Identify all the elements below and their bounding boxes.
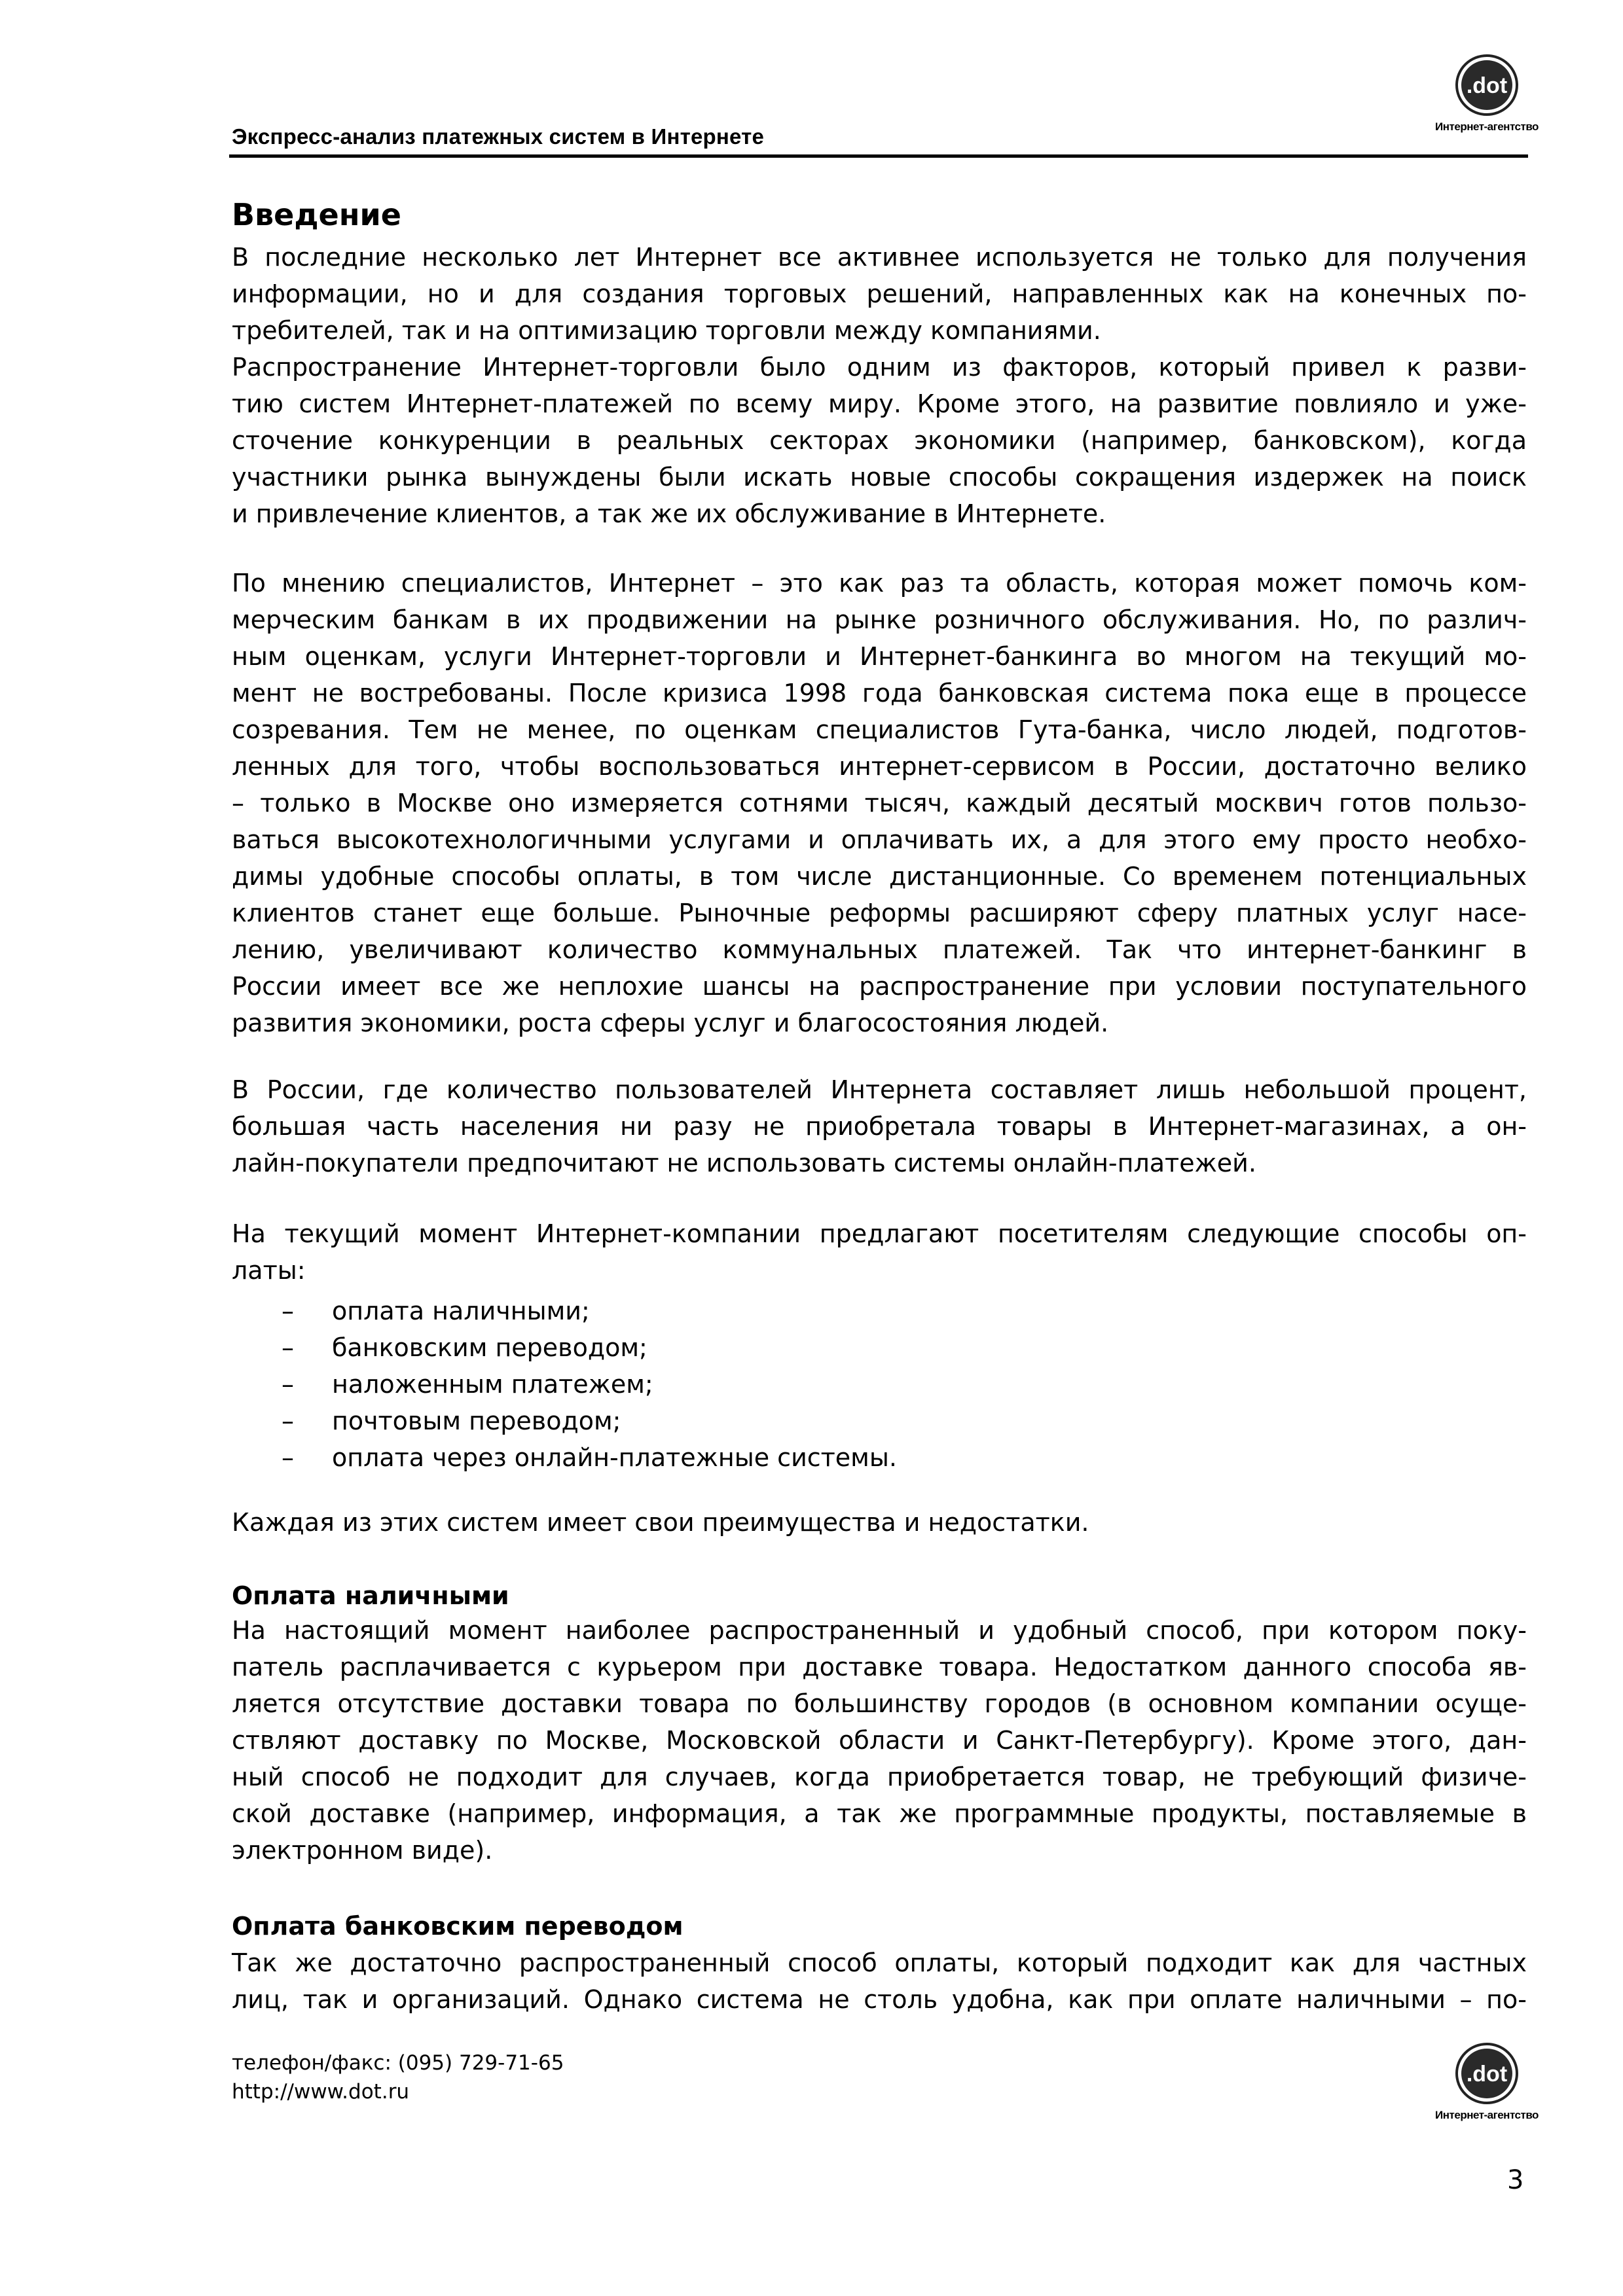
subsection-heading: Оплата банковским переводом	[232, 1912, 684, 1941]
paragraph-line: ный способ не подходит для случаев, когда приобретается товар, не требующий физиче-	[232, 1763, 1527, 1791]
paragraph-line: В последние несколько лет Интернет все активнее используется не только для получения	[232, 243, 1527, 272]
paragraph-line: сточение конкуренции в реальных секторах экономики (например, банковском), когда	[232, 426, 1527, 455]
paragraph-line: латы:	[232, 1256, 306, 1285]
paragraph-line: информации, но и для создания торговых решений, направленных как на конечных по-	[232, 279, 1527, 308]
paragraph	[232, 1612, 1527, 1869]
logo-text: .dot	[1466, 2062, 1508, 2087]
dash-bullet-icon: –	[282, 1370, 294, 1399]
paragraph-line: Каждая из этих систем имеет свои преимущества и недостатки.	[232, 1508, 1089, 1537]
paragraph-line: патель расплачивается с курьером при доставке товара. Недостатком данного способа яв-	[232, 1653, 1527, 1681]
paragraph-line: ской доставке (например, информация, а так же программные продукты, поставляемые в	[232, 1799, 1527, 1828]
paragraph-line: На настоящий момент наиболее распространенный и удобный способ, при котором поку-	[232, 1616, 1527, 1645]
paragraph-line: России имеет все же неплохие шансы на распространение при условии поступательного	[232, 972, 1527, 1001]
paragraph-line: ленных для того, чтобы воспользоваться интернет-сервисом в России, достаточно велико	[232, 752, 1527, 781]
paragraph	[232, 239, 1527, 349]
paragraph-line: ным оценкам, услуги Интернет-торговли и Интернет-банкинга во многом на текущий мо-	[232, 642, 1527, 671]
paragraph-line: На текущий момент Интернет-компании предлагают посетителям следующие способы оп-	[232, 1219, 1527, 1248]
paragraph-line: В России, где количество пользователей Интернета составляет лишь небольшой процент,	[232, 1075, 1527, 1104]
paragraph-line: участники рынка вынуждены были искать новые способы сокращения издержек на поиск	[232, 463, 1527, 492]
paragraph	[232, 1945, 1527, 2018]
paragraph-line: димы удобные способы оплаты, в том числе дистанционные. Со временем потенциальных	[232, 862, 1527, 891]
list-item	[232, 1439, 1527, 1476]
list-item	[232, 1293, 1527, 1329]
dash-bullet-icon: –	[282, 1443, 294, 1472]
paragraph	[232, 1215, 1527, 1289]
paragraph-line: лайн-покупатели предпочитают не использовать системы онлайн-платежей.	[232, 1149, 1256, 1177]
paragraph-line: электронном виде).	[232, 1836, 493, 1865]
header-divider	[229, 154, 1528, 158]
paragraph	[232, 1504, 1527, 1541]
paragraph-line: Распространение Интернет-торговли было одним из факторов, который привел к разви-	[232, 353, 1527, 382]
paragraph-line: Так же достаточно распространенный способ оплаты, который подходит как для частных	[232, 1948, 1527, 1977]
list-item	[232, 1403, 1527, 1439]
paragraph-line: ствляют доставку по Москве, Московской области и Санкт-Петербургу). Кроме этого, дан-	[232, 1726, 1527, 1755]
footer-phone: телефон/факс: (095) 729-71-65	[232, 2051, 564, 2075]
dot-logo-icon	[1454, 54, 1520, 117]
paragraph-line: По мнению специалистов, Интернет – это как раз та область, которая может помочь ком-	[232, 569, 1527, 598]
paragraph-line: клиентов станет еще больше. Рыночные реформы расширяют сферу платных услуг насе-	[232, 899, 1527, 927]
dot-logo-top	[1434, 54, 1539, 134]
dash-bullet-icon: –	[282, 1407, 294, 1435]
paragraph-line: и привлечение клиентов, а так же их обслуживание в Интернете.	[232, 499, 1106, 528]
logo-caption: Интернет-агентство	[1435, 2109, 1539, 2121]
paragraph-line: созревания. Тем не менее, по оценкам специалистов Гута-банка, число людей, подготов-	[232, 715, 1527, 744]
paragraph-line: – только в Москве оно измеряется сотнями тысяч, каждый десятый москвич готов пользо-	[232, 789, 1527, 817]
list-item	[232, 1366, 1527, 1403]
list-item-text: почтовым переводом;	[332, 1407, 621, 1435]
paragraph-line: лению, увеличивают количество коммунальных платежей. Так что интернет-банкинг в	[232, 935, 1527, 964]
list-item-text: банковским переводом;	[332, 1333, 647, 1362]
list-item	[232, 1329, 1527, 1366]
paragraph-line: развития экономики, роста сферы услуг и благосостояния людей.	[232, 1009, 1109, 1037]
document-header-title: Экспресс-анализ платежных систем в Интернете	[232, 124, 765, 149]
paragraph-line: большая часть населения ни разу не приобретала товары в Интернет-магазинах, а он-	[232, 1112, 1527, 1141]
paragraph-line: ваться высокотехнологичными услугами и оплачивать их, а для этого ему просто необхо-	[232, 825, 1527, 854]
logo-text: .dot	[1466, 73, 1508, 98]
dash-bullet-icon: –	[282, 1297, 294, 1325]
footer-url[interactable]: http://www.dot.ru	[232, 2080, 410, 2104]
dot-logo-bottom	[1434, 2042, 1539, 2122]
footer-contacts	[232, 2049, 564, 2106]
page-number: 3	[1507, 2165, 1524, 2195]
subsection-heading: Оплата наличными	[232, 1581, 509, 1610]
dash-bullet-icon: –	[282, 1333, 294, 1362]
paragraph-line: мент не востребованы. После кризиса 1998 года банковская система пока еще в процессе	[232, 679, 1527, 708]
paragraph	[232, 1071, 1527, 1181]
logo-caption: Интернет-агентство	[1435, 120, 1539, 133]
paragraph-line: тию систем Интернет-платежей по всему миру. Кроме этого, на развитие повлияло и уже-	[232, 389, 1527, 418]
list-item-text: оплата наличными;	[332, 1297, 590, 1325]
list-item-text: оплата через онлайн-платежные системы.	[332, 1443, 897, 1472]
dot-logo-icon	[1454, 2042, 1520, 2105]
paragraph-line: ляется отсутствие доставки товара по большинству городов (в основном компании осуще-	[232, 1689, 1527, 1718]
paragraph-line: требителей, так и на оптимизацию торговли между компаниями.	[232, 316, 1101, 345]
paragraph	[232, 349, 1527, 532]
paragraph-line: мерческим банкам в их продвижении на рынке розничного обслуживания. Но, по различ-	[232, 605, 1527, 634]
list-item-text: наложенным платежем;	[332, 1370, 653, 1399]
section-heading: Введение	[232, 197, 401, 232]
paragraph-line: лиц, так и организаций. Однако система не столь удобна, как при оплате наличными – по-	[232, 1985, 1527, 2014]
paragraph	[232, 565, 1527, 1041]
payment-methods-list	[232, 1293, 1527, 1476]
